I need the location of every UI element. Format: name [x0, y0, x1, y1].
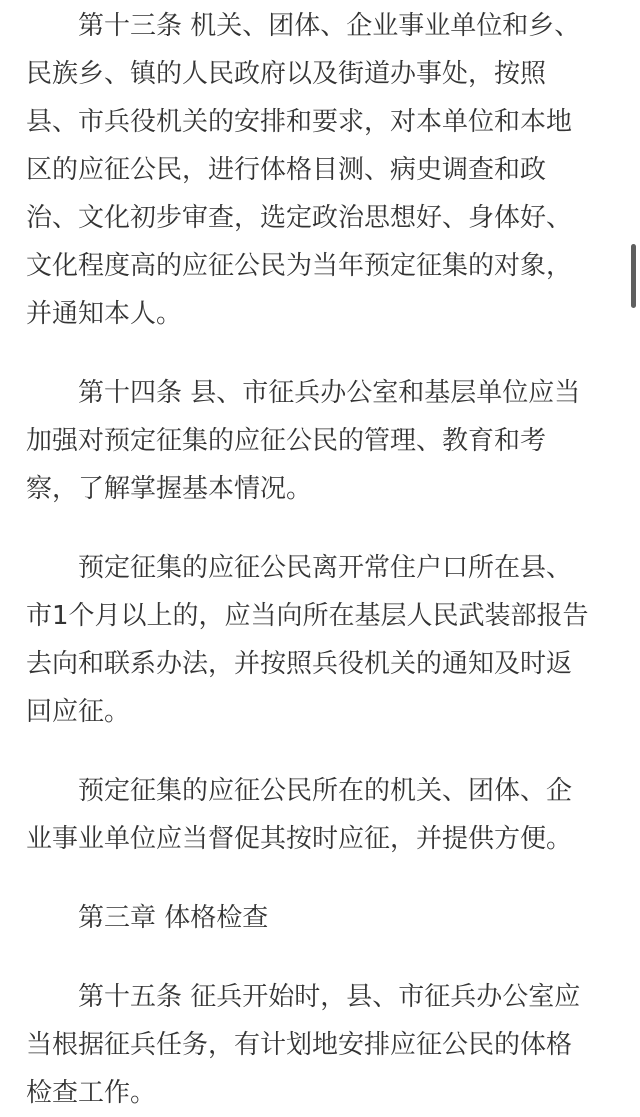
text-line: 第十五条 征兵开始时，县、市征兵办公室应 [78, 982, 581, 1012]
text-line: 第十三条 机关、团体、企业事业单位和乡、 [78, 11, 581, 41]
text-line: 并通知本人。 [26, 299, 183, 329]
text-line: 市1个月以上的，应当向所在基层人民武装部报告 [26, 601, 589, 631]
text-line: 预定征集的应征公民所在的机关、团体、企 [78, 776, 573, 806]
paragraph-article-14 [26, 369, 622, 513]
text-line: 业事业单位应当督促其按时应征，并提供方便。 [26, 824, 573, 854]
text-line: 区的应征公民，进行体格目测、病史调查和政 [26, 155, 547, 185]
paragraph-spacer [26, 513, 622, 544]
paragraph-spacer [26, 942, 622, 973]
scrollbar-thumb[interactable] [631, 244, 636, 308]
text-line: 第十四条 县、市征兵办公室和基层单位应当 [78, 378, 581, 408]
paragraph-employer-duty [26, 767, 622, 863]
text-line: 当根据征兵任务，有计划地安排应征公民的体格 [26, 1030, 573, 1060]
paragraph-spacer [26, 338, 622, 369]
paragraph-spacer [26, 736, 622, 767]
text-line: 检查工作。 [26, 1078, 157, 1108]
chapter-title: 第三章 体格检查 [78, 903, 269, 933]
text-line: 察，了解掌握基本情况。 [26, 474, 313, 504]
text-line: 县、市兵役机关的安排和要求，对本单位和本地 [26, 107, 573, 137]
text-line: 预定征集的应征公民离开常住户口所在县、 [78, 553, 573, 583]
text-line: 治、文化初步审查，选定政治思想好、身体好、 [26, 203, 573, 233]
text-line: 回应征。 [26, 697, 131, 727]
paragraph-article-15 [26, 973, 622, 1117]
text-line: 去向和联系办法，并按照兵役机关的通知及时返 [26, 649, 573, 679]
paragraph-article-13 [26, 2, 622, 338]
paragraph-leave-residence [26, 544, 622, 736]
text-line: 文化程度高的应征公民为当年预定征集的对象， [26, 251, 573, 281]
text-line: 加强对预定征集的应征公民的管理、教育和考 [26, 426, 547, 456]
paragraph-spacer [26, 863, 622, 894]
chapter-heading [26, 894, 622, 942]
text-line: 民族乡、镇的人民政府以及街道办事处，按照 [26, 59, 547, 89]
